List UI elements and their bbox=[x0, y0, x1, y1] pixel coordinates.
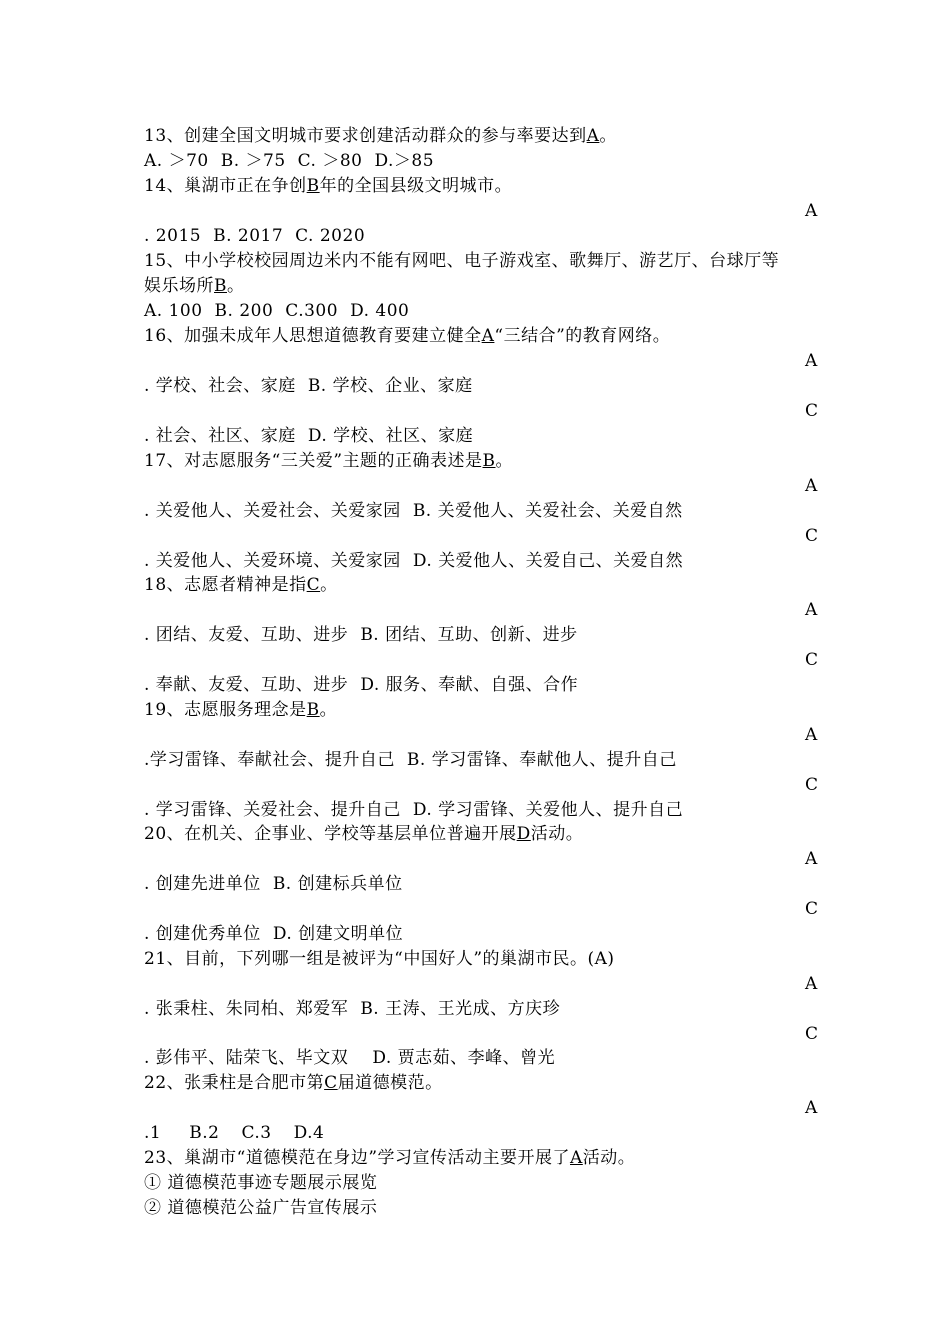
option: C. ＞80 bbox=[297, 151, 363, 171]
option: B. 创建标兵单位 bbox=[272, 874, 403, 894]
option: D. 关爱他人、关爱自己、关爱自然 bbox=[412, 551, 684, 571]
option: D.＞85 bbox=[374, 151, 435, 171]
question-text: 16、加强未成年人思想道德教育要建立健全 bbox=[144, 326, 482, 346]
options-20a bbox=[144, 872, 834, 896]
question-text: 14、巢湖市正在争创 bbox=[144, 176, 307, 196]
option: . 团结、友爱、互助、进步 bbox=[144, 625, 349, 645]
option: D.4 bbox=[293, 1123, 325, 1143]
option: B. 2017 bbox=[213, 226, 284, 246]
question-text: 。 bbox=[320, 575, 338, 595]
option: B. 学校、企业、家庭 bbox=[307, 376, 473, 396]
option: .学习雷锋、奉献社会、提升自己 bbox=[144, 750, 395, 770]
question-text: 。 bbox=[319, 700, 338, 720]
option: ② 道德模范公益广告宣传展示 bbox=[144, 1198, 378, 1218]
option-letter-c: C bbox=[805, 899, 819, 919]
answer: C bbox=[306, 575, 321, 595]
option: B. 学习雷锋、奉献他人、提升自己 bbox=[406, 750, 677, 770]
answer: B bbox=[306, 700, 320, 720]
option: D. 学习雷锋、关爱他人、提升自己 bbox=[412, 800, 684, 820]
option: D. 服务、奉献、自强、合作 bbox=[360, 675, 579, 695]
question-text: 13、创建全国文明城市要求创建活动群众的参与率要达到 bbox=[144, 126, 587, 146]
options-13 bbox=[144, 149, 834, 173]
option-letter-a: A bbox=[805, 476, 818, 496]
option: .1 bbox=[144, 1123, 162, 1143]
options-19b bbox=[144, 798, 834, 822]
option: . 学校、社会、家庭 bbox=[144, 376, 296, 396]
option: . 关爱他人、关爱社会、关爱家园 bbox=[144, 501, 401, 521]
option: . 创建优秀单位 bbox=[144, 924, 261, 944]
option: . 2015 bbox=[144, 226, 202, 246]
option-letter-a: A bbox=[805, 201, 818, 221]
option-letter-a: A bbox=[805, 351, 818, 371]
question-text: 15、中小学校校园周边米内不能有网吧、电子游戏室、歌舞厅、游艺厅、台球厅等 bbox=[144, 251, 780, 271]
options-22 bbox=[144, 1121, 834, 1145]
option: B.2 bbox=[189, 1123, 220, 1143]
question-text: 年的全国县级文明城市。 bbox=[319, 176, 513, 196]
options-23-item-1 bbox=[144, 1171, 834, 1195]
option: . 学习雷锋、关爱社会、提升自己 bbox=[144, 800, 401, 820]
question-text: 活动。 bbox=[582, 1148, 636, 1168]
answer: B bbox=[214, 276, 227, 296]
option-letter-a: A bbox=[805, 974, 818, 994]
option-letter-c: C bbox=[805, 526, 819, 546]
question-15 bbox=[144, 249, 834, 273]
answer: B bbox=[306, 176, 320, 196]
answer: B bbox=[482, 451, 496, 471]
question-text: 届道德模范。 bbox=[337, 1073, 443, 1093]
question-15-cont bbox=[144, 274, 834, 298]
option-letter-c: C bbox=[805, 775, 819, 795]
option: B. 200 bbox=[214, 301, 274, 321]
question-22 bbox=[144, 1071, 834, 1095]
options-16a bbox=[144, 374, 834, 398]
option: . 张秉柱、朱同柏、郑爱军 bbox=[144, 999, 349, 1019]
options-20b bbox=[144, 922, 834, 946]
option-letter-a: A bbox=[805, 1098, 818, 1118]
options-23-item-2 bbox=[144, 1196, 834, 1220]
question-text: 22、张秉柱是合肥市第 bbox=[144, 1073, 325, 1093]
question-text: 娱乐场所 bbox=[144, 276, 214, 296]
option-letter-c: C bbox=[805, 1024, 819, 1044]
question-text: 17、对志愿服务“三关爱”主题的正确表述是 bbox=[144, 451, 483, 471]
question-13 bbox=[144, 124, 834, 148]
options-18b bbox=[144, 673, 834, 697]
option: A. ＞70 bbox=[144, 151, 209, 171]
option: A. 100 bbox=[144, 301, 203, 321]
option: D. 400 bbox=[350, 301, 410, 321]
question-text: 21、目前，下列哪一组是被评为“中国好人”的巢湖市民。(A) bbox=[144, 949, 615, 969]
answer: A bbox=[570, 1148, 583, 1168]
question-20 bbox=[144, 822, 834, 846]
option: B. 王涛、王光成、方庆珍 bbox=[360, 999, 561, 1019]
question-text: 19、志愿服务理念是 bbox=[144, 700, 307, 720]
option: . 社会、社区、家庭 bbox=[144, 426, 296, 446]
question-text: 20、在机关、企事业、学校等基层单位普遍开展 bbox=[144, 824, 517, 844]
option-letter-a: A bbox=[805, 600, 818, 620]
option-letter-c: C bbox=[805, 650, 819, 670]
option: . 彭伟平、陆荣飞、毕文双 bbox=[144, 1048, 349, 1068]
option: B. ＞75 bbox=[220, 151, 286, 171]
option: . 创建先进单位 bbox=[144, 874, 261, 894]
question-14 bbox=[144, 174, 834, 198]
answer: D bbox=[516, 824, 531, 844]
option: D. 学校、社区、家庭 bbox=[307, 426, 474, 446]
answer: A bbox=[586, 126, 600, 146]
option-letter-a: A bbox=[805, 849, 818, 869]
options-15 bbox=[144, 299, 834, 323]
options-16b bbox=[144, 424, 834, 448]
question-text: 活动。 bbox=[530, 824, 584, 844]
options-21a bbox=[144, 997, 834, 1021]
option-letter-a: A bbox=[805, 725, 818, 745]
options-21b bbox=[144, 1046, 834, 1070]
answer: A bbox=[481, 326, 495, 346]
option: B. 团结、互助、创新、进步 bbox=[360, 625, 578, 645]
option: ① 道德模范事迹专题展示展览 bbox=[144, 1173, 378, 1193]
question-text: 23、巢湖市“道德模范在身边”学习宣传活动主要开展了 bbox=[144, 1148, 571, 1168]
option: C.3 bbox=[241, 1123, 272, 1143]
option: C. 2020 bbox=[295, 226, 366, 246]
option: D. 创建文明单位 bbox=[272, 924, 404, 944]
question-text: “三结合”的教育网络。 bbox=[494, 326, 671, 346]
question-text: 。 bbox=[495, 451, 514, 471]
options-17b bbox=[144, 549, 834, 573]
option: . 关爱他人、关爱环境、关爱家园 bbox=[144, 551, 401, 571]
question-23 bbox=[144, 1146, 834, 1170]
answer: C bbox=[324, 1073, 338, 1093]
options-17a bbox=[144, 499, 834, 523]
question-18 bbox=[144, 573, 834, 597]
question-16 bbox=[144, 324, 834, 348]
question-text: 18、志愿者精神是指 bbox=[144, 575, 307, 595]
question-text: 。 bbox=[227, 276, 245, 296]
option: C.300 bbox=[285, 301, 339, 321]
options-18a bbox=[144, 623, 834, 647]
option: D. 贾志茹、李峰、曾光 bbox=[372, 1048, 556, 1068]
question-21 bbox=[144, 947, 834, 971]
question-text: 。 bbox=[599, 126, 617, 146]
option: . 奉献、友爱、互助、进步 bbox=[144, 675, 349, 695]
question-19 bbox=[144, 698, 834, 722]
options-14 bbox=[144, 224, 834, 248]
question-17 bbox=[144, 449, 834, 473]
option: B. 关爱他人、关爱社会、关爱自然 bbox=[412, 501, 683, 521]
options-19a bbox=[144, 748, 834, 772]
option-letter-c: C bbox=[805, 401, 819, 421]
